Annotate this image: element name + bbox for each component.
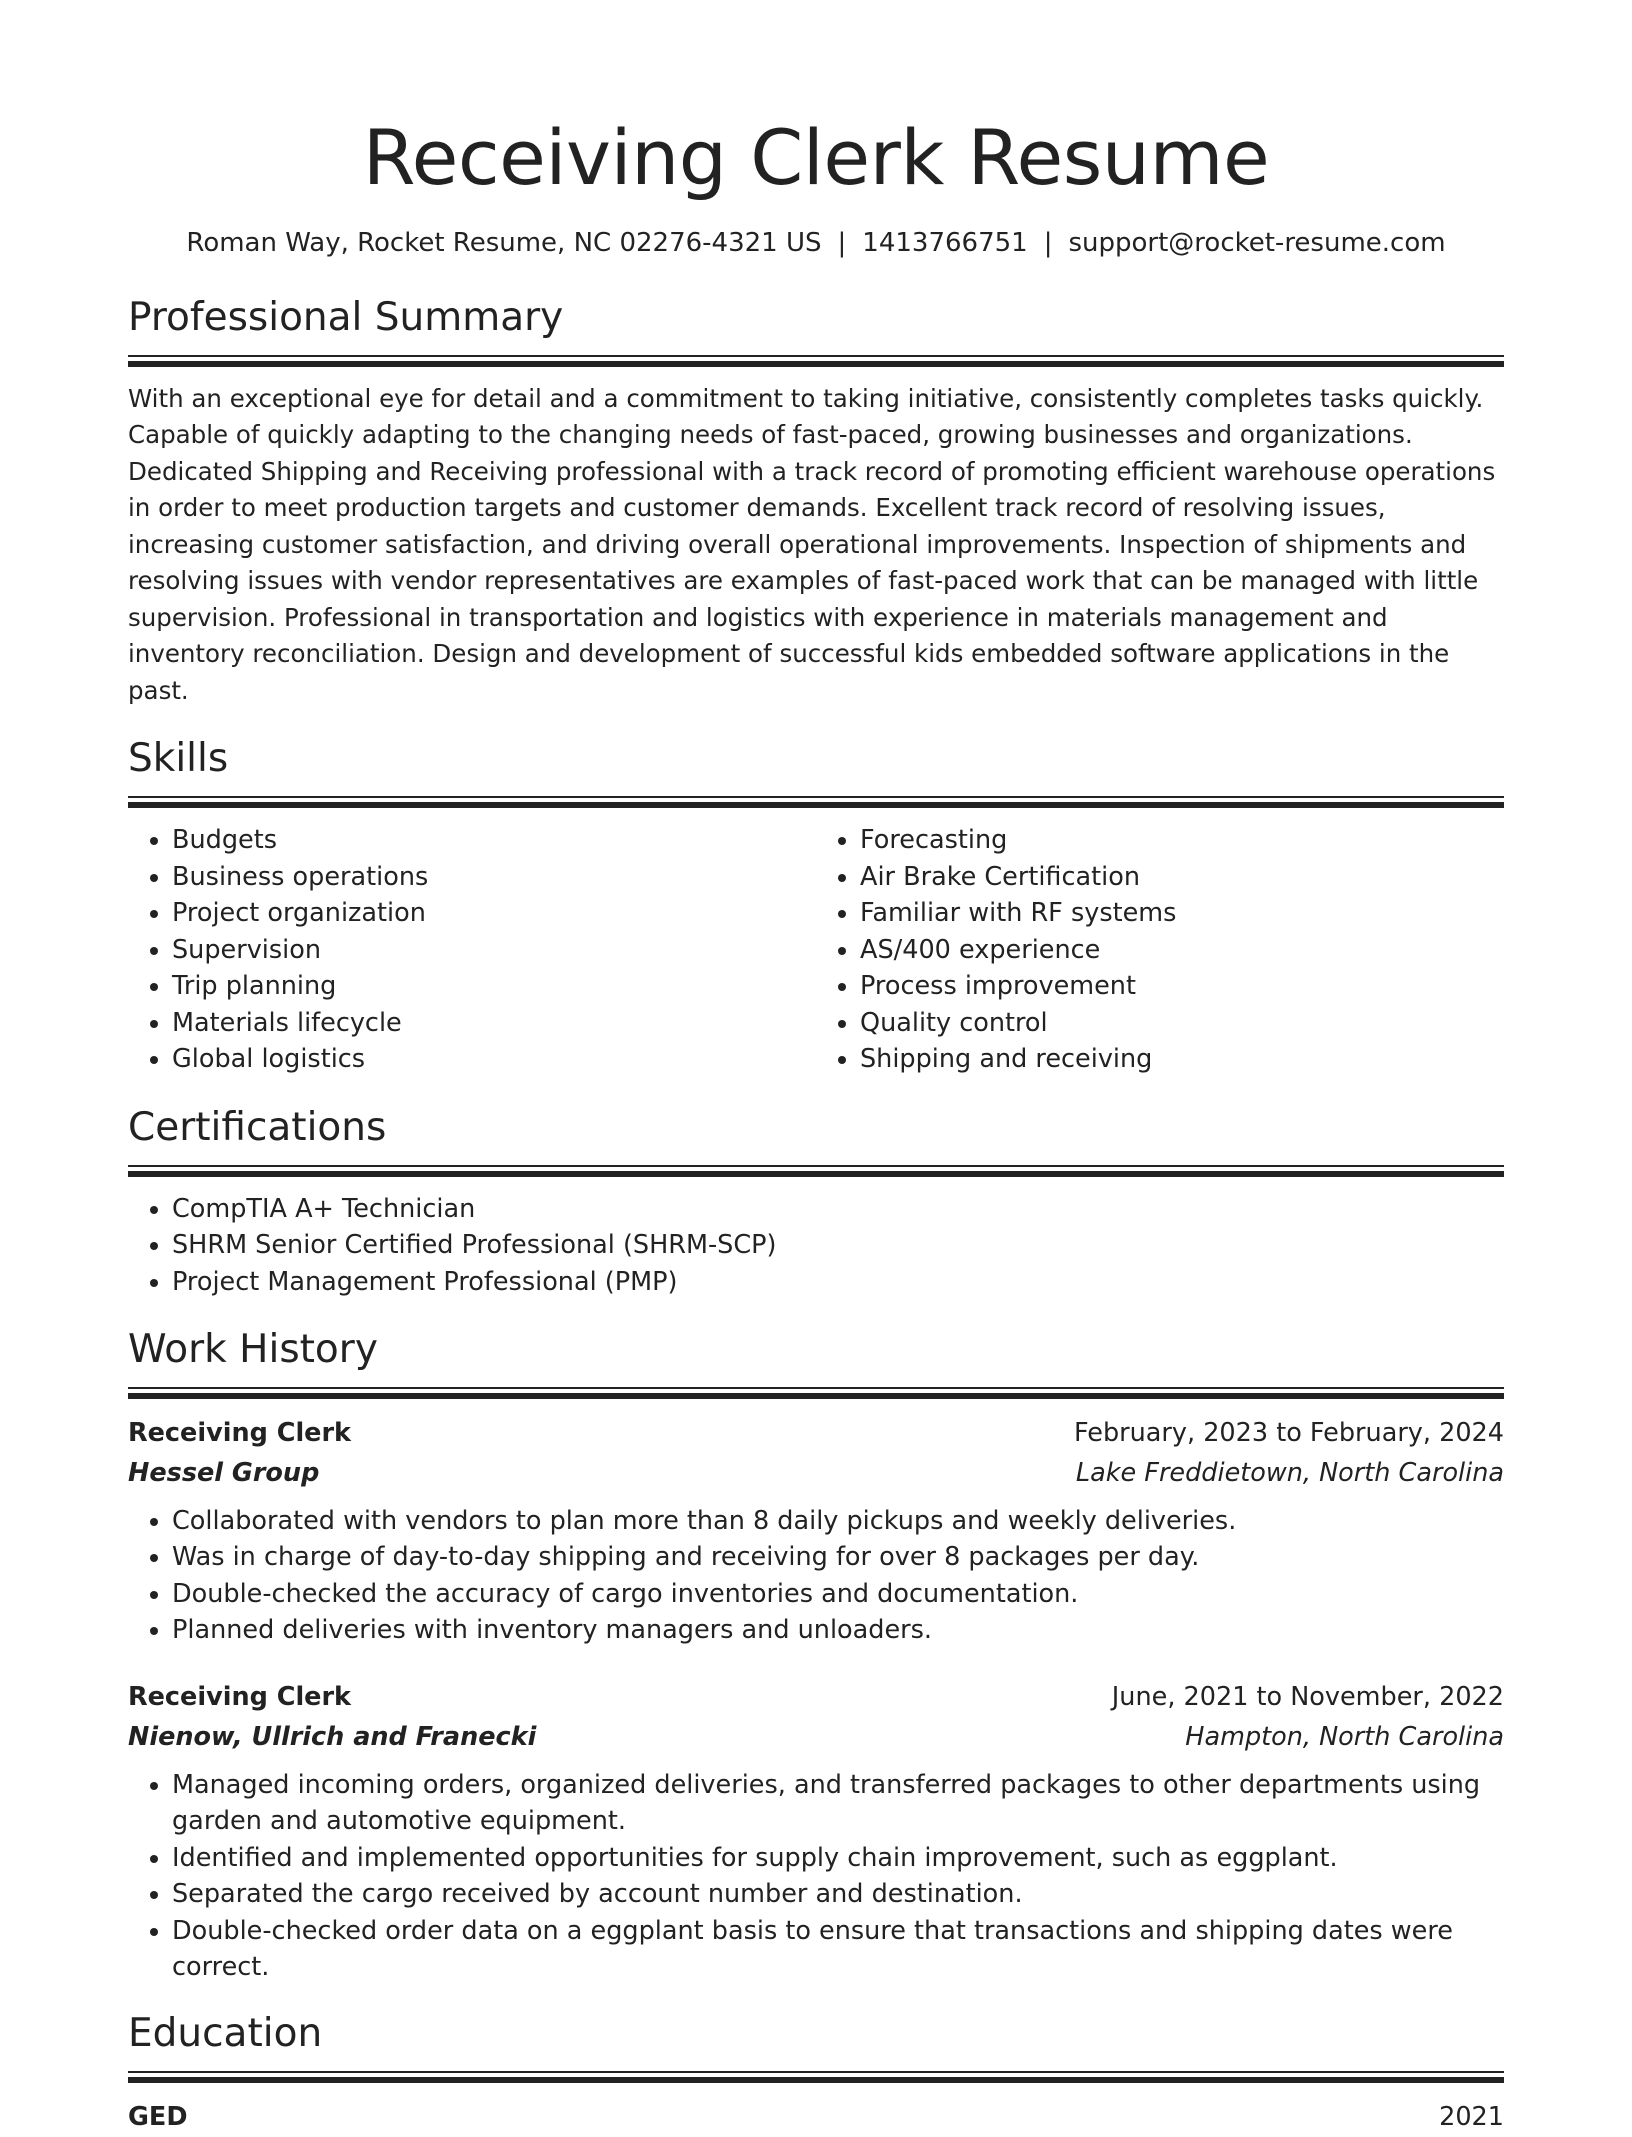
section-heading-certifications: Certifications [128,1104,387,1150]
job-title: Receiving Clerk [128,1417,352,1448]
certification-item: • Project Management Professional (PMP) [172,1264,1504,1301]
job-bullets [128,1767,1504,1986]
certification-item: • SHRM Senior Certified Professional (SHRM-SCP) [172,1227,1504,1264]
job-bullet: • Was in charge of day-to-day shipping and receiving for over 8 packages per day. [172,1539,1504,1576]
job-bullet: • Identified and implemented opportunities for supply chain improvement, such as eggplant. [172,1840,1504,1877]
section-divider [128,1165,1504,1177]
job-bullet: • Separated the cargo received by account number and destination. [172,1876,1504,1913]
skill-item: • Budgets [172,822,816,859]
skills-list-right [816,822,1504,1078]
contact-address: Roman Way, Rocket Resume, NC 02276-4321 US [186,228,822,258]
job-location: Lake Freddietown, North Carolina [1075,1457,1504,1488]
summary-section [128,296,1504,709]
skills-grid [128,822,1504,1078]
skill-item: • Business operations [172,859,816,896]
skill-item: • Forecasting [860,822,1504,859]
contact-separator: | [1043,228,1053,258]
skill-item: • Process improvement [860,968,1504,1005]
job-dates: June, 2021 to November, 2022 [1111,1681,1504,1712]
section-divider [128,355,1504,367]
section-heading-skills: Skills [128,736,229,782]
section-divider [128,796,1504,808]
section-heading-work-history: Work History [128,1327,378,1373]
contact-phone: 1413766751 [862,228,1028,258]
job-entry [128,1413,1504,1649]
skill-item: • Supervision [172,932,816,969]
summary-text: With an exceptional eye for detail and a commitment to taking initiative, consistently completes tasks quickly. Capable of quickly adapting to the changing needs of fast-paced, growing businesses and organizations. Dedicated Shipping and Receiving professional with a track record of promoting efficient warehouse operations in order to meet production targets and customer demands. Excellent track record of resolving issues, increasing customer satisfaction, and driving overall operational improvements. Inspection of shipments and resolving issues with vendor representatives are examples of fast-paced work that can be managed with little supervision. Professional in transportation and logistics with experience in materials management and inventory reconciliation. Design and development of successful kids embedded software applications in the past. [128,383,1496,705]
section-heading-summary: Professional Summary [128,295,564,340]
job-company: Nienow, Ullrich and Franecki [128,1721,537,1752]
job-bullet: • Double-checked the accuracy of cargo inventories and documentation. [172,1576,1504,1613]
job-subheader-row [128,1453,1504,1493]
skill-item: • Project organization [172,895,816,932]
education-degree: GED [128,2101,188,2132]
skill-item: • Air Brake Certification [860,859,1504,896]
contact-email: support@rocket-resume.com [1068,228,1446,258]
skill-item: • Quality control [860,1005,1504,1042]
education-year: 2021 [1439,2101,1504,2132]
contact-line [128,228,1504,258]
skill-item: • Trip planning [172,968,816,1005]
job-bullet: • Collaborated with vendors to plan more than 8 daily pickups and weekly deliveries. [172,1503,1504,1540]
skill-item: • Shipping and receiving [860,1041,1504,1078]
certifications-section [128,1106,1504,1300]
contact-separator: | [837,228,847,258]
skill-item: • Global logistics [172,1041,816,1078]
skills-section [128,737,1504,1077]
job-bullets [128,1503,1504,1649]
job-company: Hessel Group [128,1457,320,1488]
page-title: Receiving Clerk Resume [362,113,1270,202]
job-bullet: • Managed incoming orders, organized deliveries, and transferred packages to other departments using garden and automotive equipment. [172,1767,1504,1840]
job-subheader-row [128,1717,1504,1757]
skill-item: • AS/400 experience [860,932,1504,969]
certification-item: • CompTIA A+ Technician [172,1191,1504,1228]
skill-item: • Materials lifecycle [172,1005,816,1042]
job-entry [128,1677,1504,1986]
work-history-section [128,1328,1504,1986]
section-divider [128,1387,1504,1399]
job-title: Receiving Clerk [128,1681,352,1712]
job-bullet: • Planned deliveries with inventory managers and unloaders. [172,1612,1504,1649]
job-header-row [128,1677,1504,1717]
job-dates: February, 2023 to February, 2024 [1073,1417,1504,1448]
job-location: Hampton, North Carolina [1185,1721,1504,1752]
job-bullet: • Double-checked order data on a eggplant basis to ensure that transactions and shipping dates were correct. [172,1913,1504,1986]
section-divider [128,2071,1504,2083]
skills-list-left [128,822,816,1078]
certifications-list [128,1191,1504,1301]
job-header-row [128,1413,1504,1453]
skill-item: • Familiar with RF systems [860,895,1504,932]
education-row [128,2097,1504,2137]
education-section [128,2012,1504,2137]
section-heading-education: Education [128,2010,323,2056]
